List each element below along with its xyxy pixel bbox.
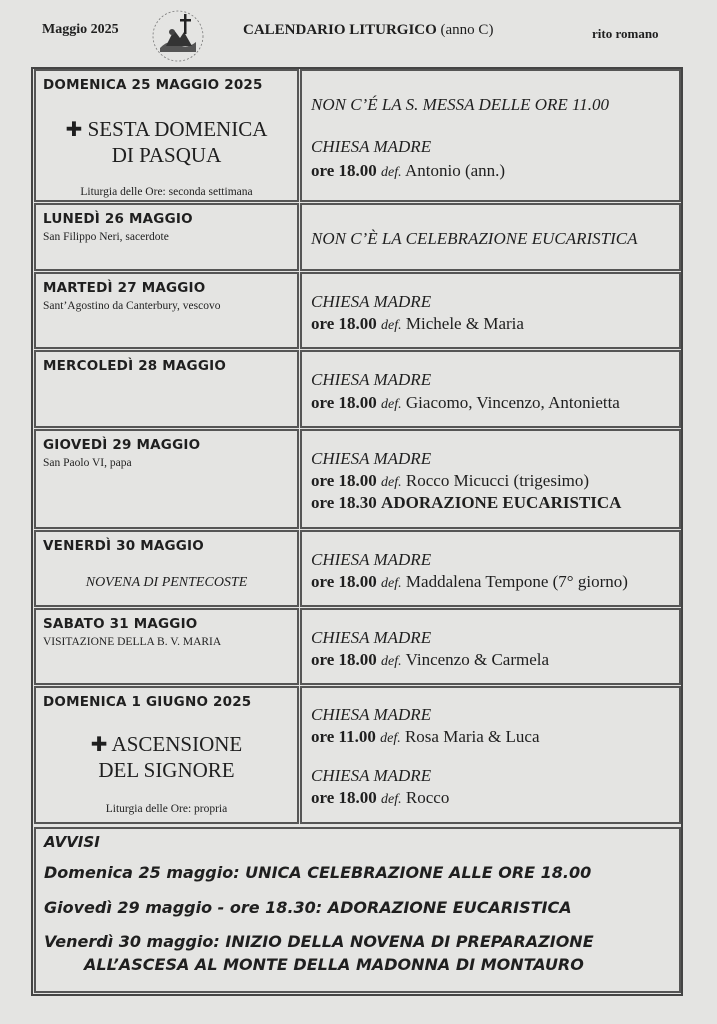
mass-time: ore 18.00 def. Rocco Micucci (trigesimo) <box>311 471 590 490</box>
day-title: VENERDÌ 30 MAGGIO <box>43 538 204 554</box>
day-title: DOMENICA 1 GIUGNO 2025 <box>43 694 252 710</box>
notice-line: Giovedì 29 maggio - ore 18.30: ADORAZIONE EUCARISTICA <box>44 898 572 917</box>
header-rite: rito romano <box>592 26 659 41</box>
mass-time: ore 18.00 def. Giacomo, Vincenzo, Antonietta <box>311 393 620 412</box>
mass-time: ore 11.00 def. Rosa Maria & Luca <box>311 727 540 746</box>
mass-cell <box>300 608 681 685</box>
mass-notice: NON C’È LA CELEBRAZIONE EUCARISTICA <box>311 229 638 248</box>
mass-time: ore 18.00 def. Rocco <box>311 788 450 807</box>
day-cell <box>34 686 299 824</box>
day-cell <box>34 530 299 607</box>
header-date: Maggio 2025 <box>42 22 119 37</box>
day-title: SABATO 31 MAGGIO <box>43 616 198 632</box>
feast-title: ✚ SESTA DOMENICA DI PASQUA <box>65 117 268 167</box>
mass-cell <box>300 350 681 428</box>
day-title: MERCOLEDÌ 28 MAGGIO <box>43 358 227 374</box>
church-name: CHIESA MADRE <box>311 292 432 311</box>
notice-line: Venerdì 30 maggio: INIZIO DELLA NOVENA DI PREPARAZIONE <box>44 932 594 951</box>
notice-line: Domenica 25 maggio: UNICA CELEBRAZIONE ALLE ORE 18.00 <box>44 863 592 882</box>
mass-cell <box>300 272 681 349</box>
header-title: CALENDARIO LITURGICO (anno C) <box>243 22 494 38</box>
day-cell <box>34 350 299 428</box>
day-cell <box>34 203 299 271</box>
mass-time: ore 18.00 def. Michele & Maria <box>311 314 524 333</box>
saint-name: San Filippo Neri, sacerdote <box>43 231 169 243</box>
mass-time: ore 18.00 def. Maddalena Tempone (7° giorno) <box>311 572 628 591</box>
day-title: MARTEDÌ 27 MAGGIO <box>43 280 206 296</box>
mass-time: ore 18.00 def. Vincenzo & Carmela <box>311 650 550 669</box>
mass-time: ore 18.00 def. Antonio (ann.) <box>311 161 506 180</box>
church-name: CHIESA MADRE <box>311 705 432 724</box>
day-cell <box>34 272 299 349</box>
church-name: CHIESA MADRE <box>311 550 432 569</box>
adoration-time: ore 18.30 ADORAZIONE EUCARISTICA <box>311 493 622 512</box>
saint-name: VISITAZIONE DELLA B. V. MARIA <box>43 636 222 648</box>
day-title: DOMENICA 25 MAGGIO 2025 <box>43 77 263 93</box>
mass-cell <box>300 203 681 271</box>
day-cell <box>34 608 299 685</box>
mass-cell <box>300 530 681 607</box>
church-name: CHIESA MADRE <box>311 766 432 785</box>
cross-icon: ✚ <box>90 732 108 756</box>
page-header <box>0 0 717 64</box>
mass-cell <box>300 686 681 824</box>
saint-name: San Paolo VI, papa <box>43 457 132 469</box>
notice-line: ALL’ASCESA AL MONTE DELLA MADONNA DI MONTAURO <box>84 955 584 974</box>
mass-cell <box>300 429 681 529</box>
church-name: CHIESA MADRE <box>311 137 432 156</box>
church-name: CHIESA MADRE <box>311 449 432 468</box>
liturgy-note: Liturgia delle Ore: propria <box>105 803 228 815</box>
day-cell <box>34 429 299 529</box>
feast-title: ✚ ASCENSIONE DEL SIGNORE <box>90 732 243 782</box>
church-name: CHIESA MADRE <box>311 370 432 389</box>
novena-note: NOVENA DI PENTECOSTE <box>85 575 248 590</box>
day-title: LUNEDÌ 26 MAGGIO <box>43 211 193 227</box>
liturgy-note: Liturgia delle Ore: seconda settimana <box>80 186 253 198</box>
cross-icon: ✚ <box>65 117 83 141</box>
pilgrimage-logo-icon <box>150 8 206 64</box>
notices-box <box>34 827 681 993</box>
day-cell <box>34 69 299 202</box>
mass-notice: NON C’É LA S. MESSA DELLE ORE 11.00 <box>311 95 609 114</box>
notices-title: AVVISI <box>44 833 100 851</box>
mass-cell <box>300 69 681 202</box>
day-title: GIOVEDÌ 29 MAGGIO <box>43 437 201 453</box>
saint-name: Sant’Agostino da Canterbury, vescovo <box>43 300 221 312</box>
church-name: CHIESA MADRE <box>311 628 432 647</box>
